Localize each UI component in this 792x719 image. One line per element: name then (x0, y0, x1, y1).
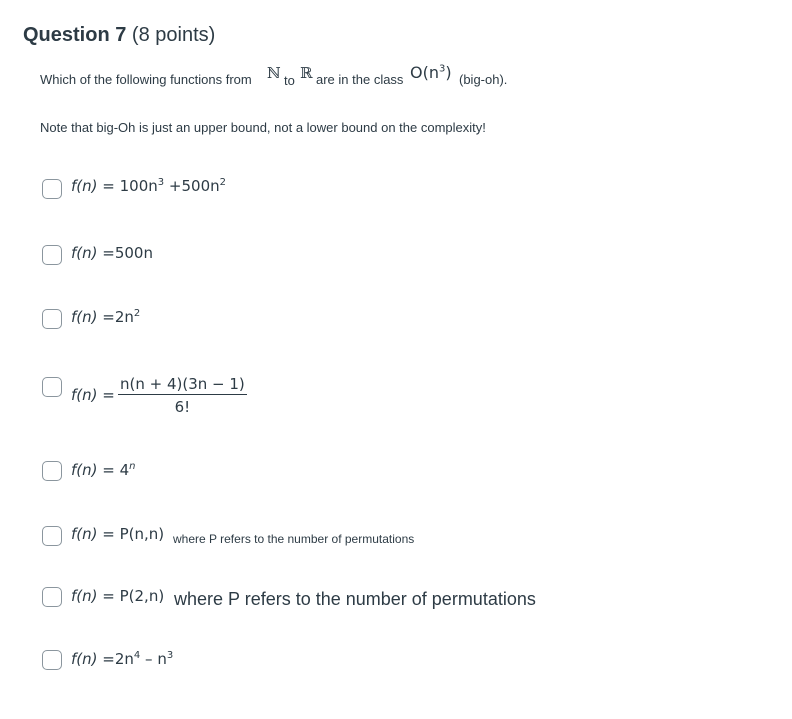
prompt-to: to (284, 73, 295, 88)
option-5-checkbox[interactable] (42, 461, 62, 481)
prompt-middle: are in the class (316, 72, 404, 87)
option-7-checkbox[interactable] (42, 587, 62, 607)
option-2-formula: f(n) =500n (71, 244, 153, 262)
option-8-checkbox[interactable] (42, 650, 62, 670)
option-4-denominator: 6! (174, 398, 191, 416)
option-1-formula: $f(n) = 100n^3 +500n^2$ (71, 177, 226, 195)
option-4-fraction (118, 375, 247, 416)
reals-symbol: ℝ (300, 64, 313, 82)
option-5-formula: $f(n) = 4^n$ (71, 461, 136, 479)
option-8-formula: $f(n) =2n^4 - n^3$ (71, 650, 174, 668)
big-oh-class: $O(n^3)$ (410, 63, 452, 82)
option-6-note: where P refers to the number of permutations (173, 532, 415, 546)
question-title (23, 24, 215, 47)
option-6-checkbox[interactable] (42, 526, 62, 546)
option-3-formula: $f(n) =2n^2$ (71, 308, 141, 326)
question-number: Question 7 (23, 24, 127, 46)
option-2-checkbox[interactable] (42, 245, 62, 265)
prompt-prefix: Which of the following functions from (40, 72, 252, 87)
naturals-symbol: ℕ (267, 64, 281, 82)
option-7-note: where P refers to the number of permutations (174, 589, 536, 609)
option-4-checkbox[interactable] (42, 377, 62, 397)
option-4-numerator: n(n + 4)(3n − 1) (120, 375, 245, 393)
option-3-checkbox[interactable] (42, 309, 62, 329)
question-points: (8 points) (131, 24, 216, 46)
big-oh-note: Note that big-Oh is just an upper bound, not a lower bound on the complexity! (40, 120, 486, 135)
prompt-suffix: (big-oh). (459, 72, 508, 87)
option-6-formula: f(n) = P(n,n) (71, 525, 165, 543)
option-1-checkbox[interactable] (42, 179, 62, 199)
option-4-lhs: f(n) = (71, 386, 115, 404)
option-7-formula: f(n) = P(2,n) (71, 587, 165, 605)
